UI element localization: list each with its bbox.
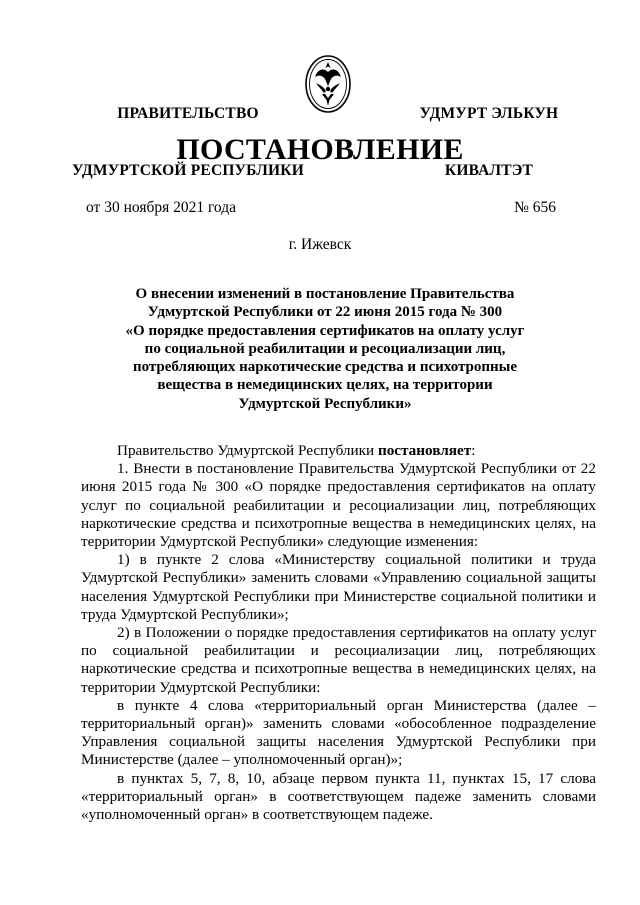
government-name-line2: УДМУРТСКОЙ РЕСПУБЛИКИ — [72, 162, 304, 179]
subject-line: Удмуртской Республики» — [238, 395, 412, 412]
document-body — [81, 442, 596, 824]
intro-prefix: Правительство Удмуртской Республики — [117, 442, 378, 459]
body-paragraph: 1. Внести в постановление Правительства Удмуртской Республики от 22 июня 2015 года № 300 «О порядке предоставления сертификатов на оплату услуг по социальной реабилитации и ресоциализации лиц, потребляющих наркотические средства и психотропные вещества в немедицинских целях, на территории Удмуртской Республики» следующие изменения: — [81, 460, 596, 551]
subject-line: «О порядке предоставления сертификатов на оплату услуг — [125, 322, 525, 339]
intro-decree-word: постановляет — [377, 442, 472, 459]
document-title: ПОСТАНОВЛЕНИЕ — [176, 133, 464, 166]
subject-line: О внесении изменений в постановление Правительства — [135, 286, 515, 302]
subject-line: по социальной реабилитации и ресоциализации лиц, — [144, 340, 506, 357]
document-city: г. Ижевск — [288, 236, 352, 253]
body-paragraph: в пункте 4 слова «территориальный орган Министерства (далее – территориальный орган)» заменить словами «обособленное подразделение Управления социальной защиты населения Удмуртской Республики при Министерстве (далее – уполномоченный орган)»; — [81, 696, 596, 769]
government-name-udmurt-line2: КИВАЛТЭТ — [444, 162, 534, 179]
document-number: № 656 — [514, 199, 556, 216]
body-paragraph: 1) в пункте 2 слова «Министерству социальной политики и труда Удмуртской Республики» заменить словами «Управлению социальной защиты населения Удмуртской Республики при Министерстве социальной политики и труда Удмуртской Республики»; — [81, 551, 596, 623]
udmurt-coat-of-arms-icon — [302, 53, 354, 115]
document-date: от 30 ноября 2021 года — [86, 199, 237, 216]
government-name-udmurt-line1: УДМУРТ ЭЛЬКУН — [419, 105, 559, 122]
subject-line: Удмуртской Республики от 22 июня 2015 года № 300 — [147, 304, 503, 321]
government-name-line1: ПРАВИТЕЛЬСТВО — [117, 105, 259, 122]
subject-line: потребляющих наркотические средства и психотропные — [132, 359, 518, 376]
body-paragraph: 2) в Положении о порядке предоставления сертификатов на оплату услуг по социальной реабилитации и ресоциализации лиц, потребляющих наркотические средства и психотропные вещества в немедицинских целях, на территории Удмуртской Республики: — [81, 624, 596, 696]
subject-line: вещества в немедицинских целях, на территории — [157, 377, 493, 394]
intro-paragraph — [81, 442, 596, 460]
document-subject — [110, 285, 540, 413]
body-paragraph: в пунктах 5, 7, 8, 10, абзаце первом пункта 11, пунктах 15, 17 слова «территориальный орган» в соответствующем падеже заменить словами «уполномоченный орган» в соответствующем падеже. — [81, 769, 596, 824]
intro-suffix: : — [471, 442, 476, 459]
